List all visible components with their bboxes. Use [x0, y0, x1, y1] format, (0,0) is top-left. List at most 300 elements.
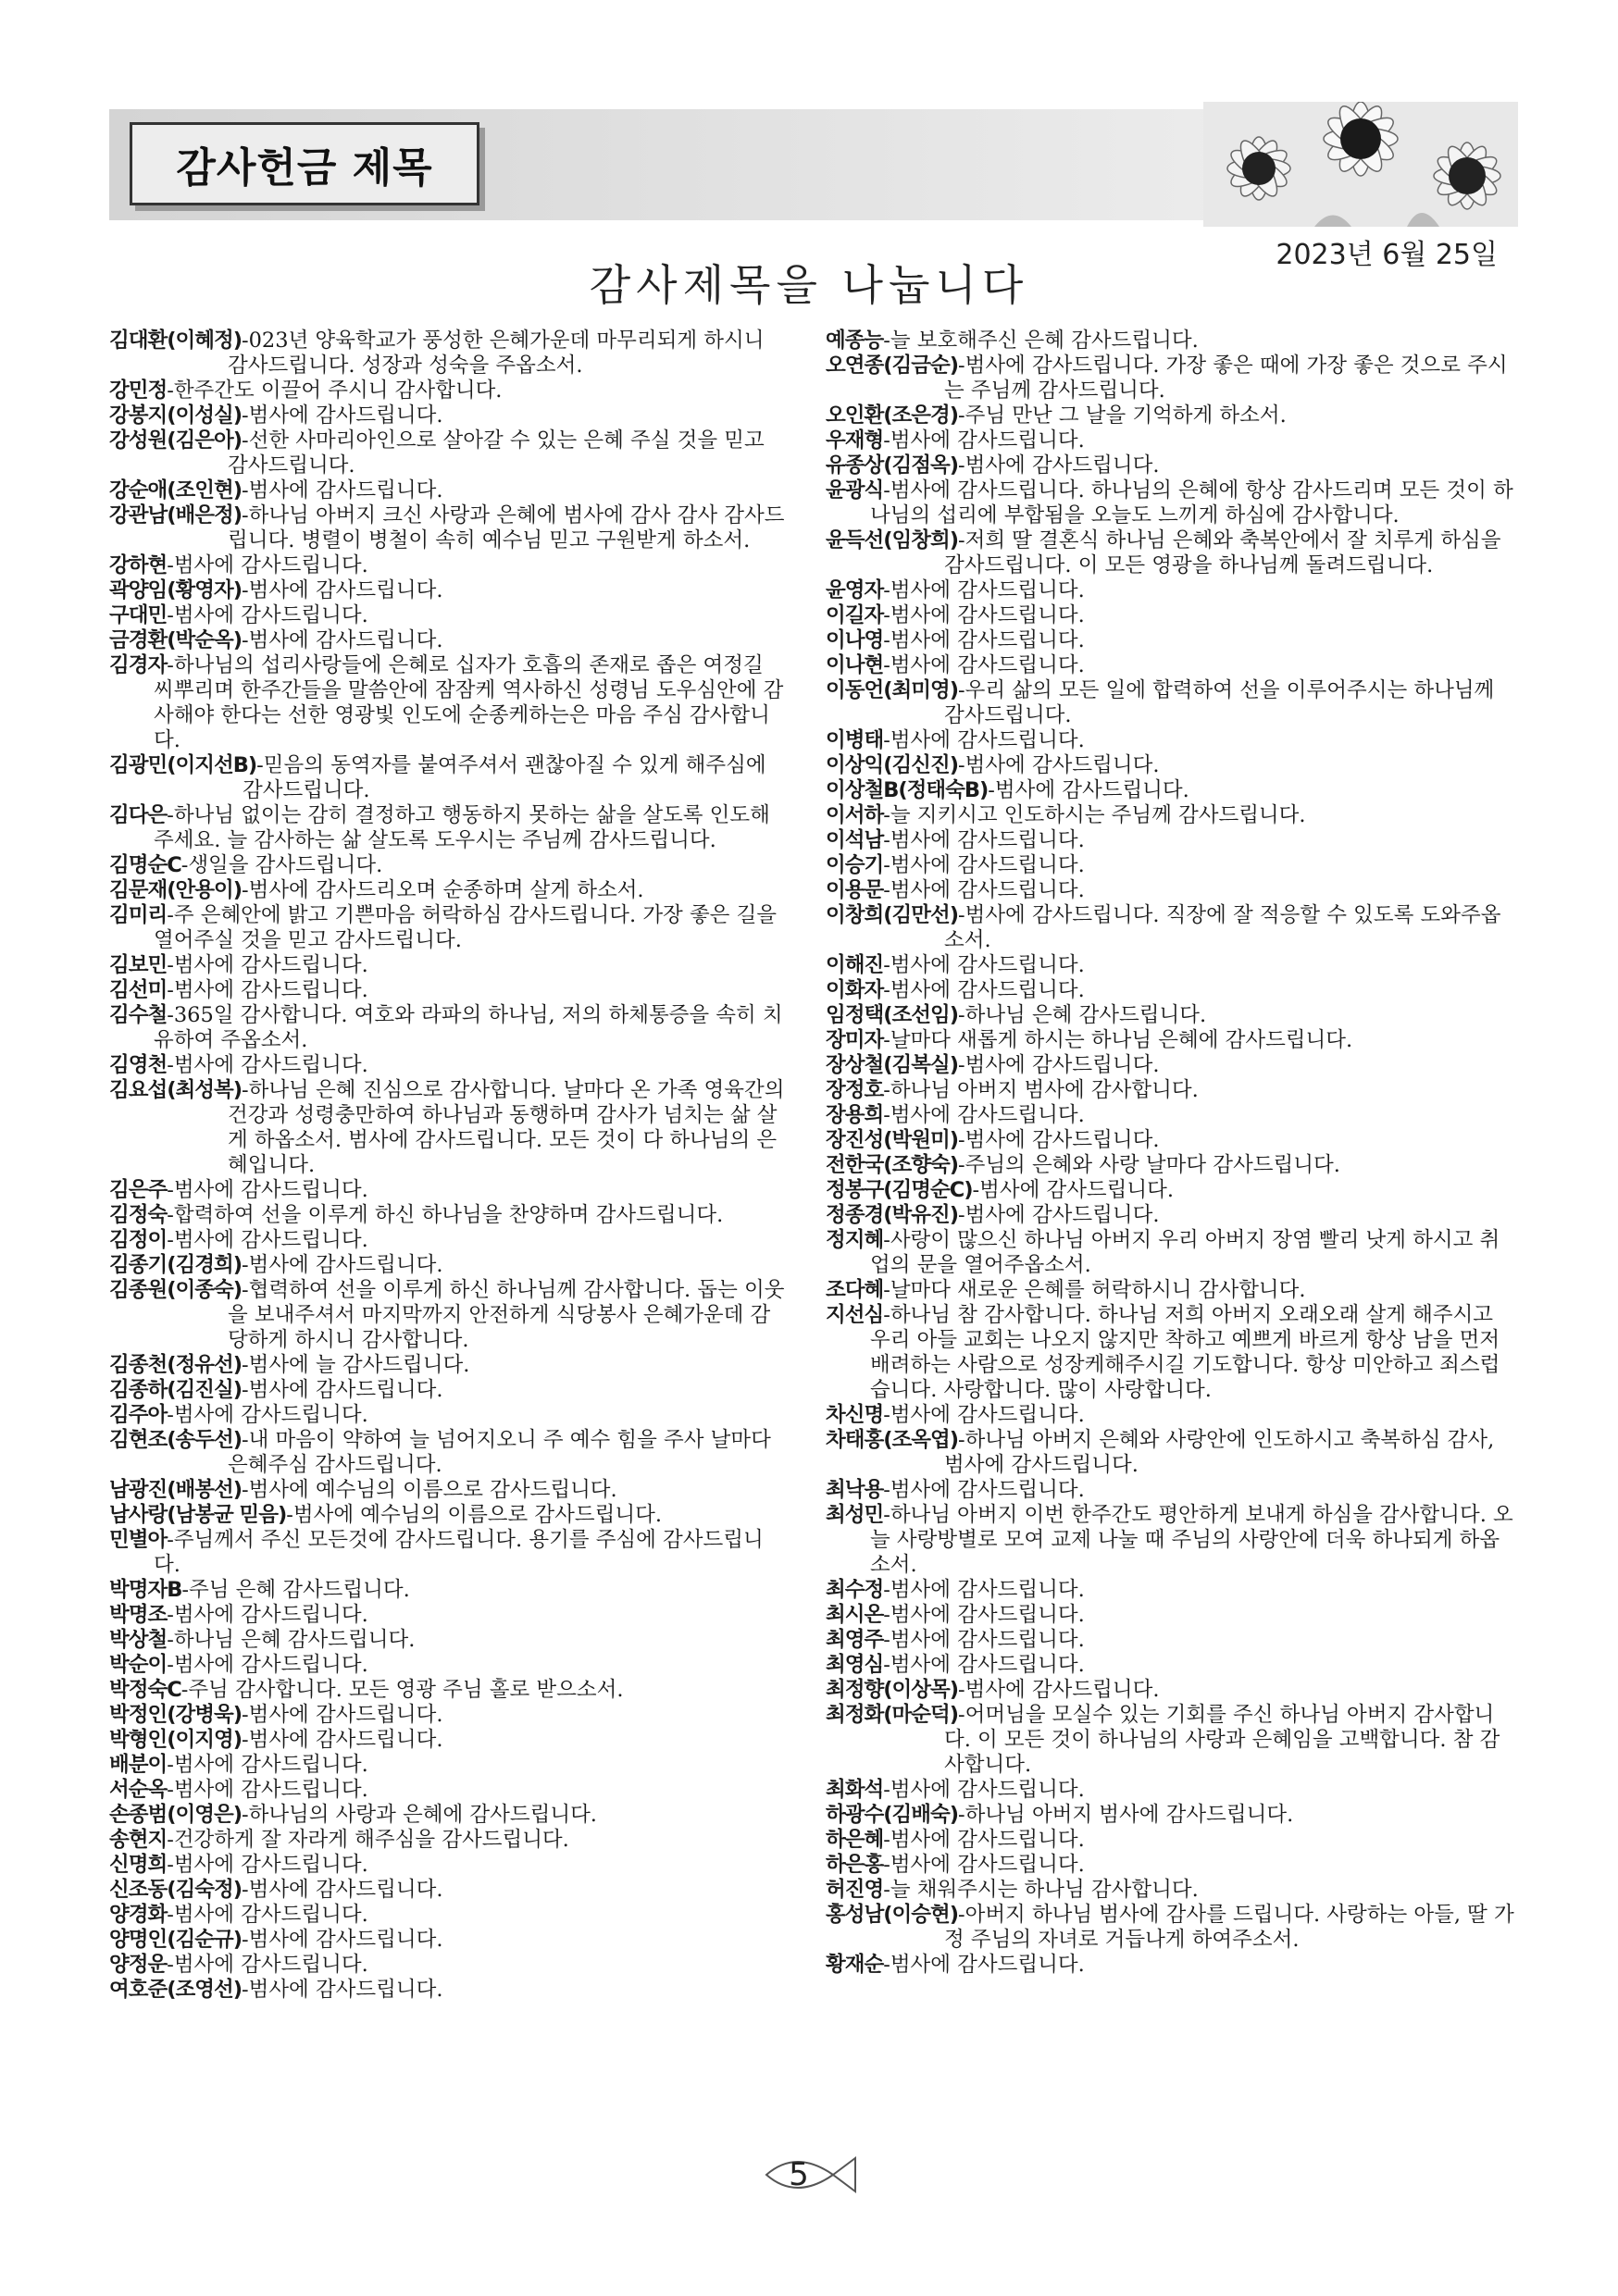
entry-item — [109, 878, 790, 903]
entry-item — [826, 853, 1516, 878]
donor-name: 최정화(마순덕) — [826, 1703, 958, 1727]
entry-item — [826, 428, 1516, 453]
donor-name: 최영주 — [826, 1628, 884, 1652]
thanks-text: -범사에 감사드립니다. — [883, 828, 1085, 852]
thanks-text: -범사에 감사드립니다. — [883, 428, 1085, 453]
thanks-text: -범사에 감사드리오며 순종하며 살게 하소서. — [241, 878, 644, 902]
donor-name: 하은홍 — [826, 1853, 884, 1877]
donor-name: 김종천(정유선) — [109, 1353, 242, 1377]
thanks-text: -범사에 감사드립니다. — [241, 1928, 443, 1952]
thanks-text: -범사에 감사드립니다. — [167, 1053, 368, 1077]
thanks-text: -범사에 감사드립니다. — [883, 1953, 1085, 1977]
entry-item — [826, 1403, 1516, 1428]
thanks-text: -범사에 감사드립니다. — [883, 628, 1085, 652]
donor-name: 서순옥 — [109, 1778, 168, 1802]
entry-item — [826, 828, 1516, 853]
donor-name: 송현지 — [109, 1828, 168, 1852]
donor-name: 지선심 — [826, 1303, 884, 1327]
entry-item — [109, 553, 790, 578]
donor-name: 하은혜 — [826, 1828, 884, 1852]
thanks-text: -범사에 감사드립니다. — [883, 1578, 1085, 1602]
thanks-text: -사랑이 많으신 하나님 아버지 우리 아버지 장염 빨리 낫게 하시고 취업의 문을 열어주옵소서. — [870, 1228, 1500, 1277]
donor-name: 전한국(조향숙) — [826, 1153, 958, 1177]
thanks-text: -어머님을 모실수 있는 기회를 주신 하나님 아버지 감사합니다. 이 모든 것이 하나님의 사랑과 은혜임을 고백합니다. 참 감사합니다. — [944, 1703, 1500, 1777]
thanks-text: -범사에 감사드립니다. — [883, 603, 1085, 627]
entry-item — [826, 628, 1516, 653]
donor-name: 강관남(배은정) — [109, 503, 242, 527]
thanks-text: -주님 은혜 감사드립니다. — [181, 1578, 410, 1602]
thanks-text: -범사에 감사드립니다. — [883, 1853, 1085, 1877]
donor-name: 남광진(배봉선) — [109, 1478, 242, 1502]
donor-name: 장상철(김복실) — [826, 1053, 958, 1077]
entry-item — [109, 1803, 790, 1828]
entry-item — [826, 653, 1516, 678]
donor-name: 황재순 — [826, 1953, 884, 1977]
thanks-text: -범사에 감사드립니다. — [241, 1878, 443, 1902]
thanks-text: -범사에 감사드립니다. — [883, 878, 1085, 902]
thanks-text: -365일 감사합니다. 여호와 라파의 하나님, 저의 하체통증을 속히 치유하여 주옵소서. — [154, 1003, 783, 1052]
thanks-text: -범사에 감사드립니다. — [883, 1628, 1085, 1652]
donor-name: 박명조 — [109, 1603, 168, 1627]
donor-name: 박상철 — [109, 1628, 168, 1652]
entry-item — [826, 753, 1516, 778]
donor-name: 박정숙C — [109, 1678, 181, 1702]
thanks-text: -범사에 감사드립니다. — [883, 1603, 1085, 1627]
donor-name: 김종하(김진실) — [109, 1378, 242, 1402]
donor-name: 김미리 — [109, 903, 168, 927]
thanks-text: -하나님 아버지 은혜와 사랑안에 인도하시고 축복하심 감사, 범사에 감사드립니다. — [944, 1428, 1495, 1477]
entry-item — [109, 603, 790, 628]
thanks-text: -023년 양육학교가 풍성한 은혜가운데 마무리되게 하시니 감사드립니다. 성장과 성숙을 주옵소서. — [228, 329, 765, 378]
entry-item — [109, 1353, 790, 1378]
sunflower-illustration — [1203, 102, 1518, 227]
donor-name: 차태홍(조옥엽) — [826, 1428, 958, 1452]
entry-item — [109, 1903, 790, 1928]
entry-item — [826, 478, 1516, 528]
donor-name: 예종능 — [826, 329, 884, 353]
entry-item — [109, 428, 790, 478]
entry-item — [826, 1153, 1516, 1178]
donor-name: 민별아 — [109, 1528, 168, 1552]
donor-name: 김현조(송두선) — [109, 1428, 242, 1452]
thanks-text: -우리 삶의 모든 일에 합력하여 선을 이루어주시는 하나님께 감사드립니다. — [944, 678, 1495, 727]
donor-name: 김주아 — [109, 1403, 168, 1427]
entry-item — [109, 1653, 790, 1678]
donor-name: 양정운 — [109, 1953, 168, 1977]
entry-item — [826, 1953, 1516, 1978]
donor-name: 유종상(김점옥) — [826, 453, 958, 478]
thanks-text: -범사에 감사드립니다. — [883, 728, 1085, 752]
entry-item — [826, 603, 1516, 628]
donor-name: 김보민 — [109, 953, 168, 977]
donor-name: 윤득선(임창희) — [826, 528, 958, 552]
entry-item — [826, 1003, 1516, 1028]
thanks-text: -아버지 하나님 범사에 감사를 드립니다. 사랑하는 아들, 딸 가정 주님의 자녀로 거듭나게 하여주소서. — [944, 1903, 1514, 1952]
donor-name: 이승기 — [826, 853, 884, 877]
entry-item — [826, 329, 1516, 354]
thanks-text: -범사에 예수님의 이름으로 감사드립니다. — [241, 1478, 617, 1502]
donor-name: 이나영 — [826, 628, 884, 652]
entry-item — [109, 653, 790, 753]
thanks-text: -하나님 없이는 감히 결정하고 행동하지 못하는 삶을 살도록 인도해주세요. 늘 감사하는 삶 살도록 도우시는 주님께 감사드립니다. — [154, 803, 770, 852]
entry-item — [826, 978, 1516, 1003]
donor-name: 허진영 — [826, 1878, 884, 1902]
entry-item — [109, 1228, 790, 1253]
entry-item — [109, 1528, 790, 1578]
thanks-text: -협력하여 선을 이루게 하신 하나님께 감사합니다. 돕는 이웃을 보내주셔서 마지막까지 안전하게 식당봉사 은혜가운데 감당하게 하시니 감사합니다. — [228, 1278, 785, 1352]
thanks-text: -범사에 감사드립니다. 직장에 잘 적응할 수 있도록 도와주옵소서. — [944, 903, 1501, 952]
entry-item — [109, 1853, 790, 1878]
donor-name: 이석남 — [826, 828, 884, 852]
entry-item — [109, 978, 790, 1003]
subtitle: 감사제목을 나눕니다 — [589, 260, 1029, 310]
thanks-text: -범사에 감사드립니다. — [957, 1128, 1160, 1152]
entry-item — [109, 1278, 790, 1353]
entry-item — [826, 1678, 1516, 1703]
donor-name: 조다혜 — [826, 1278, 884, 1302]
entry-item — [826, 1903, 1516, 1953]
left-column — [109, 329, 790, 2003]
entry-item — [109, 1978, 790, 2003]
thanks-text: -날마다 새로운 은혜를 허락하시니 감사합니다. — [883, 1278, 1306, 1302]
donor-name: 배분이 — [109, 1753, 168, 1777]
entry-item — [826, 1128, 1516, 1153]
thanks-text: -하나님 은혜 감사드립니다. — [957, 1003, 1207, 1027]
thanks-text: -날마다 새롭게 하시는 하나님 은혜에 감사드립니다. — [883, 1028, 1353, 1052]
thanks-text: -건강하게 잘 자라게 해주심을 감사드립니다. — [167, 1828, 569, 1852]
donor-name: 양명인(김순규) — [109, 1928, 242, 1952]
donor-name: 강순애(조인현) — [109, 478, 242, 503]
thanks-text: -범사에 감사드립니다. — [883, 653, 1085, 677]
entry-item — [109, 753, 790, 803]
thanks-text: -범사에 감사드립니다. — [167, 1953, 368, 1977]
donor-name: 이나현 — [826, 653, 884, 677]
donor-name: 이용문 — [826, 878, 884, 902]
thanks-text: -범사에 감사드립니다. — [167, 1903, 368, 1927]
thanks-text: -주님의 은혜와 사랑 날마다 감사드립니다. — [957, 1153, 1340, 1177]
donor-name: 강민정 — [109, 379, 168, 403]
thanks-text: -범사에 감사드립니다. — [167, 1653, 368, 1677]
donor-name: 박형인(이지영) — [109, 1728, 242, 1752]
thanks-text: -주님 만난 그 날을 기억하게 하소서. — [957, 403, 1287, 428]
entry-item — [109, 1928, 790, 1953]
entry-item — [826, 1828, 1516, 1853]
entry-item — [826, 803, 1516, 828]
entry-item — [826, 528, 1516, 578]
entry-item — [826, 1853, 1516, 1878]
donor-name: 김문재(안용이) — [109, 878, 242, 902]
donor-name: 김은주 — [109, 1178, 168, 1202]
donor-name: 정종경(박유진) — [826, 1203, 958, 1227]
entry-item — [826, 354, 1516, 403]
entry-item — [109, 1503, 790, 1528]
thanks-text: -범사에 감사드립니다. — [167, 1603, 368, 1627]
thanks-text: -범사에 예수님의 이름으로 감사드립니다. — [286, 1503, 662, 1527]
entry-item — [826, 1503, 1516, 1578]
donor-name: 김정숙 — [109, 1203, 168, 1227]
thanks-text: -범사에 감사드립니다. — [883, 1478, 1085, 1502]
thanks-text: -범사에 감사드립니다. — [241, 1728, 443, 1752]
entry-item — [109, 628, 790, 653]
thanks-text: -선한 사마리아인으로 살아갈 수 있는 은혜 주실 것을 믿고 감사드립니다. — [228, 428, 765, 478]
thanks-text: -범사에 감사드립니다. — [957, 1203, 1160, 1227]
thanks-text: -범사에 감사드립니다. — [167, 1403, 368, 1427]
entry-item — [826, 1878, 1516, 1903]
entry-item — [826, 453, 1516, 478]
donor-name: 구대민 — [109, 603, 168, 627]
entry-item — [109, 1053, 790, 1078]
entry-item — [826, 1078, 1516, 1103]
donor-name: 최정향(이상목) — [826, 1678, 958, 1702]
entry-item — [109, 1478, 790, 1503]
thanks-text: -범사에 감사드립니다. — [883, 578, 1085, 602]
thanks-text: -믿음의 동역자를 붙여주셔서 괜찮아질 수 있게 해주심에 감사드립니다. — [243, 753, 766, 802]
thanks-text: -범사에 감사드립니다. — [972, 1178, 1175, 1202]
entry-item — [109, 1753, 790, 1778]
donor-name: 김영천 — [109, 1053, 168, 1077]
entry-item — [826, 878, 1516, 903]
donor-name: 장정호 — [826, 1078, 884, 1102]
thanks-text: -범사에 감사드립니다. — [167, 603, 368, 627]
entry-item — [826, 1653, 1516, 1678]
donor-name: 우재형 — [826, 428, 884, 453]
entry-item — [109, 329, 790, 379]
donor-name: 김종기(김경희) — [109, 1253, 242, 1277]
entry-item — [109, 578, 790, 603]
entry-item — [826, 1428, 1516, 1478]
donor-name: 최성민 — [826, 1503, 884, 1527]
donor-name: 하광수(김배숙) — [826, 1803, 958, 1827]
donor-name: 장진성(박원미) — [826, 1128, 958, 1152]
entry-item — [826, 1228, 1516, 1278]
entry-item — [109, 1003, 790, 1053]
thanks-text: -범사에 감사드립니다. — [883, 1778, 1085, 1802]
thanks-text: -범사에 감사드립니다. — [883, 1653, 1085, 1677]
thanks-text: -주님께서 주신 모든것에 감사드립니다. 용기를 주심에 감사드립니다. — [154, 1528, 764, 1577]
donor-name: 곽양임(황영자) — [109, 578, 242, 602]
entry-item — [826, 1478, 1516, 1503]
donor-name: 김정이 — [109, 1228, 168, 1252]
thanks-text: -범사에 감사드립니다. — [957, 753, 1160, 777]
donor-name: 장용희 — [826, 1103, 884, 1127]
entry-item — [109, 1828, 790, 1853]
entry-item — [109, 1603, 790, 1628]
donor-name: 차신명 — [826, 1403, 884, 1427]
thanks-text: -하나님 은혜 감사드립니다. — [167, 1628, 416, 1652]
donor-name: 오연종(김금순) — [826, 354, 958, 378]
entry-item — [826, 1603, 1516, 1628]
thanks-text: -범사에 감사드립니다. — [241, 628, 443, 652]
entry-item — [826, 403, 1516, 428]
entry-item — [109, 1403, 790, 1428]
thanks-text: -범사에 감사드립니다. — [883, 978, 1085, 1002]
donor-name: 강하현 — [109, 553, 168, 577]
donor-name: 김명순C — [109, 853, 181, 877]
donor-name: 김대환(이혜정) — [109, 329, 242, 353]
donor-name: 이상익(김신진) — [826, 753, 958, 777]
thanks-text: -하나님의 섭리사랑들에 은혜로 십자가 호흡의 존재로 좁은 여정길 씨뿌리며 한주간들을 말씀안에 잠잠케 역사하신 성령님 도우심안에 감사해야 한다는 선한 영광빛 인도에 순종케하는은 마음 주심 감사합니다. — [154, 653, 784, 752]
entry-item — [109, 478, 790, 503]
entry-item — [826, 1278, 1516, 1303]
thanks-text: -하나님 참 감사합니다. 하나님 저희 아버지 오래오래 살게 해주시고 우리 아들 교회는 나오지 않지만 착하고 예쁘게 바르게 항상 남을 먼저 배려하는 사람으로 성장케해주시길 기도합니다. 항상 미안하고 죄스럽습니다. 사랑합니다. 많이 사랑합니다. — [870, 1303, 1500, 1402]
entry-item — [109, 1878, 790, 1903]
thanks-text: -한주간도 이끌어 주시니 감사합니다. — [167, 379, 503, 403]
donor-name: 윤광식 — [826, 478, 884, 503]
thanks-text: -범사에 감사드립니다. — [883, 1103, 1085, 1127]
entry-item — [109, 503, 790, 553]
entry-item — [826, 903, 1516, 953]
thanks-text: -합력하여 선을 이루게 하신 하나님을 찬양하며 감사드립니다. — [167, 1203, 724, 1227]
thanks-text: -하나님 아버지 범사에 감사합니다. — [883, 1078, 1199, 1102]
entry-item — [109, 903, 790, 953]
donor-name: 이창희(김만선) — [826, 903, 958, 927]
donor-name: 김광민(이지선B) — [109, 753, 257, 777]
thanks-text: -범사에 감사드립니다. — [167, 1178, 368, 1202]
thanks-text: -주 은혜안에 밝고 기쁜마음 허락하심 감사드립니다. 가장 좋은 길을 열어주실 것을 믿고 감사드립니다. — [154, 903, 778, 952]
entry-item — [826, 1703, 1516, 1778]
entry-item — [109, 1578, 790, 1603]
donor-name: 이상철B(정태숙B) — [826, 778, 989, 802]
donor-name: 이서하 — [826, 803, 884, 827]
entry-item — [109, 1728, 790, 1753]
date: 2023년 6월 25일 — [1276, 239, 1498, 271]
thanks-text: -범사에 감사드립니다. — [241, 403, 443, 428]
thanks-text: -범사에 감사드립니다. — [957, 453, 1160, 478]
donor-name: 최영심 — [826, 1653, 884, 1677]
donor-name: 금경환(박순옥) — [109, 628, 242, 652]
donor-name: 임정택(조선임) — [826, 1003, 958, 1027]
entry-item — [826, 1303, 1516, 1403]
thanks-text: -내 마음이 약하여 늘 넘어지오니 주 예수 힘을 주사 날마다 은혜주심 감사드립니다. — [228, 1428, 771, 1477]
thanks-text: -하나님의 사랑과 은혜에 감사드립니다. — [241, 1803, 597, 1827]
entry-item — [109, 1078, 790, 1178]
thanks-text: -하나님 아버지 범사에 감사드립니다. — [957, 1803, 1294, 1827]
thanks-text: -범사에 감사드립니다. — [241, 478, 443, 503]
entry-item — [109, 1203, 790, 1228]
page-number: 5 — [789, 2156, 809, 2193]
entry-item — [826, 1803, 1516, 1828]
entry-item — [826, 1628, 1516, 1653]
entry-item — [109, 803, 790, 853]
entry-item — [109, 1778, 790, 1803]
donor-name: 이병태 — [826, 728, 884, 752]
thanks-text: -범사에 감사드립니다. — [167, 953, 368, 977]
thanks-text: -범사에 감사드립니다. — [241, 578, 443, 602]
thanks-text: -범사에 감사드립니다. — [883, 1828, 1085, 1852]
entry-item — [826, 1778, 1516, 1803]
right-column — [826, 329, 1516, 1978]
donor-name: 김종원(이종숙) — [109, 1278, 242, 1302]
entry-item — [109, 953, 790, 978]
thanks-text: -범사에 감사드립니다. — [241, 1253, 443, 1277]
donor-name: 양경화 — [109, 1903, 168, 1927]
donor-name: 최화석 — [826, 1778, 884, 1802]
donor-name: 신명희 — [109, 1853, 168, 1877]
donor-name: 이해진 — [826, 953, 884, 977]
entry-item — [826, 1203, 1516, 1228]
thanks-text: -범사에 감사드립니다. — [883, 953, 1085, 977]
thanks-text: -범사에 감사드립니다. — [167, 1228, 368, 1252]
donor-name: 여호준(조영선) — [109, 1978, 242, 2002]
entry-item — [109, 403, 790, 428]
entry-item — [109, 1428, 790, 1478]
donor-name: 최수정 — [826, 1578, 884, 1602]
thanks-text: -하나님 아버지 크신 사랑과 은혜에 범사에 감사 감사 감사드립니다. 병렬이 병철이 속히 예수님 믿고 구원받게 하소서. — [228, 503, 785, 552]
thanks-text: -범사에 감사드립니다. 하나님의 은혜에 항상 감사드리며 모든 것이 하나님의 섭리에 부합됨을 오늘도 느끼게 하심에 감사합니다. — [870, 478, 1513, 527]
donor-name: 신조동(김숙정) — [109, 1878, 242, 1902]
thanks-text: -늘 지키시고 인도하시는 주님께 감사드립니다. — [883, 803, 1306, 827]
thanks-text: -범사에 감사드립니다. — [241, 1978, 443, 2002]
thanks-text: -범사에 감사드립니다. — [957, 1678, 1160, 1702]
thanks-text: -범사에 감사드립니다. — [167, 978, 368, 1002]
donor-name: 박정인(강병욱) — [109, 1703, 242, 1727]
entry-item — [109, 853, 790, 878]
donor-name: 정지혜 — [826, 1228, 884, 1252]
entry-item — [109, 1703, 790, 1728]
donor-name: 박순이 — [109, 1653, 168, 1677]
donor-name: 홍성남(이승현) — [826, 1903, 958, 1927]
thanks-text: -범사에 감사드립니다. — [167, 1853, 368, 1877]
donor-name: 정봉구(김명순C) — [826, 1178, 973, 1202]
entry-item — [826, 1103, 1516, 1128]
donor-name: 김수철 — [109, 1003, 168, 1027]
thanks-text: -범사에 감사드립니다. — [957, 1053, 1160, 1077]
donor-name: 김선미 — [109, 978, 168, 1002]
donor-name: 박명자B — [109, 1578, 182, 1602]
thanks-text: -하나님 아버지 이번 한주간도 평안하게 보내게 하심을 감사합니다. 오늘 사랑방별로 모여 교제 나눌 때 주님의 사랑안에 더욱 하나되게 하옵소서. — [870, 1503, 1513, 1577]
entry-item — [826, 778, 1516, 803]
donor-name: 김요섭(최성복) — [109, 1078, 242, 1102]
donor-name: 최시온 — [826, 1603, 884, 1627]
entry-item — [826, 678, 1516, 728]
entry-item — [826, 1178, 1516, 1203]
thanks-text: -늘 채워주시는 하나님 감사합니다. — [883, 1878, 1199, 1902]
thanks-text: -범사에 감사드립니다. — [988, 778, 1189, 802]
thanks-text: -범사에 감사드립니다. — [167, 1753, 368, 1777]
donor-name: 남사랑(남봉균 믿음) — [109, 1503, 287, 1527]
thanks-text: -하나님 은혜 진심으로 감사합니다. 날마다 온 가족 영육간의 건강과 성령충만하여 하나님과 동행하며 감사가 넘치는 삶 살게 하옵소서. 범사에 감사드립니다. 모든 것이 다 하나님의 은혜입니다. — [228, 1078, 785, 1177]
thanks-text: -생일을 감사드립니다. — [180, 853, 383, 877]
thanks-text: -범사에 감사드립니다. — [167, 553, 368, 577]
entry-item — [109, 1953, 790, 1978]
thanks-text: -범사에 늘 감사드립니다. — [241, 1353, 470, 1377]
donor-name: 김경자 — [109, 653, 168, 677]
thanks-text: -범사에 감사드립니다. — [241, 1703, 443, 1727]
donor-name: 오인환(조은경) — [826, 403, 958, 428]
donor-name: 최낙용 — [826, 1478, 884, 1502]
donor-name: 김다은 — [109, 803, 168, 827]
thanks-text: -범사에 감사드립니다. — [167, 1778, 368, 1802]
entry-item — [109, 1378, 790, 1403]
entry-item — [109, 1678, 790, 1703]
entry-item — [109, 1628, 790, 1653]
donor-name: 강봉지(이성실) — [109, 403, 242, 428]
entry-item — [826, 1028, 1516, 1053]
donor-name: 이화자 — [826, 978, 884, 1002]
thanks-text: -저희 딸 결혼식 하나님 은혜와 축복안에서 잘 치루게 하심을 감사드립니다. 이 모든 영광을 하나님께 돌려드립니다. — [944, 528, 1501, 577]
entry-item — [109, 1253, 790, 1278]
thanks-text: -범사에 감사드립니다. 가장 좋은 때에 가장 좋은 것으로 주시는 주님께 감사드립니다. — [944, 354, 1508, 403]
thanks-text: -늘 보호해주신 은혜 감사드립니다. — [883, 329, 1199, 353]
donor-name: 윤영자 — [826, 578, 884, 602]
donor-name: 이길자 — [826, 603, 884, 627]
entry-item — [826, 728, 1516, 753]
entry-item — [826, 1578, 1516, 1603]
donor-name: 장미자 — [826, 1028, 884, 1052]
entry-item — [826, 1053, 1516, 1078]
thanks-text: -범사에 감사드립니다. — [241, 1378, 443, 1402]
donor-name: 손종범(이영은) — [109, 1803, 242, 1827]
